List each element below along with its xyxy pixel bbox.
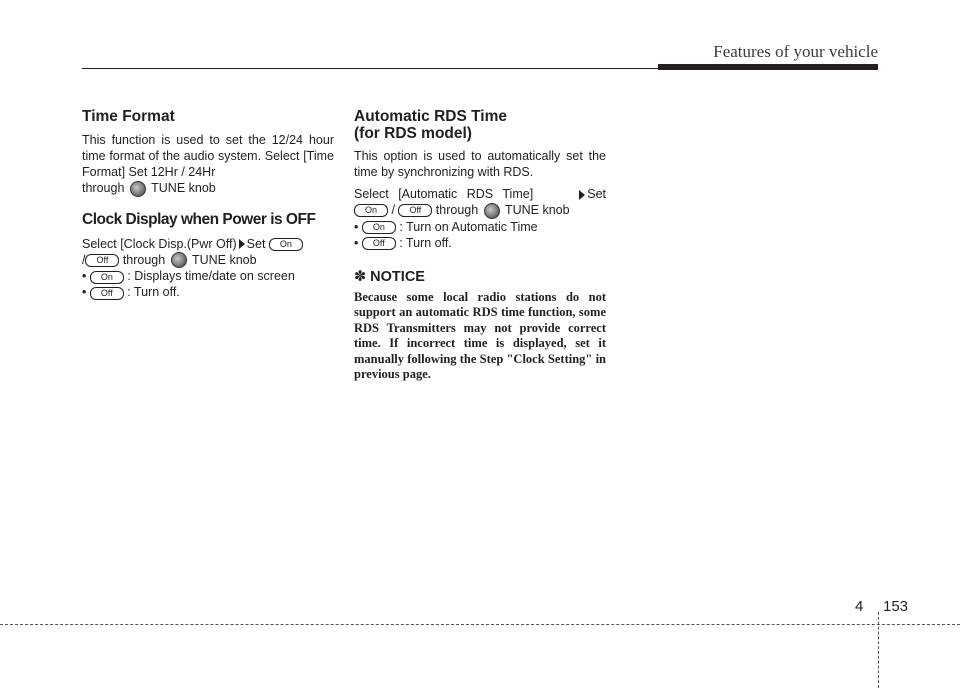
off-button-icon: Off: [90, 287, 124, 300]
off-button-icon: Off: [362, 237, 396, 250]
on-button-icon: On: [90, 271, 124, 284]
arrow-right-icon: [579, 190, 585, 200]
clock-display-knob-line: [82, 252, 334, 269]
slash-text: /: [391, 203, 395, 217]
time-format-body: This function is used to set the 12/24 hour time format of the audio system. Select [Time Format] Set 12Hr / 24Hr: [82, 133, 334, 179]
time-format-knob-line: [82, 180, 334, 197]
list-item: • Off : Turn off.: [354, 235, 452, 250]
bullet-text: : Turn off.: [127, 285, 180, 300]
auto-rds-knob-line: [354, 202, 606, 219]
through-text: through: [122, 252, 166, 267]
on-button-icon: On: [354, 204, 388, 217]
auto-rds-body: This option is used to automatically set the time by synchronizing with RDS.: [354, 149, 606, 179]
off-button-icon: Off: [398, 204, 432, 217]
tune-knob-label: TUNE knob: [191, 252, 257, 267]
tune-knob-icon: [484, 203, 500, 219]
left-column: [82, 108, 334, 300]
list-item: • On : Displays time/date on screen: [82, 269, 295, 284]
page-header-title: Features of your vehicle: [713, 42, 878, 61]
tune-knob-label: TUNE knob: [504, 203, 570, 217]
footer-divider: [878, 612, 879, 688]
auto-rds-heading-line2: (for RDS model): [354, 125, 472, 142]
page-number: 153: [883, 598, 909, 615]
clock-select-text: Select [Clock Disp.(Pwr Off): [82, 236, 237, 251]
through-text: through: [82, 181, 125, 195]
list-item: • Off : Turn off.: [82, 285, 180, 300]
arrow-right-icon: [239, 239, 245, 249]
middle-column: [354, 108, 606, 383]
through-text: through: [435, 203, 479, 217]
header-rule-accent: [658, 64, 878, 70]
chapter-number: 4: [855, 598, 864, 615]
bullet-text: : Turn on Automatic Time: [399, 219, 538, 234]
on-button-icon: On: [362, 221, 396, 234]
set-text: Set: [587, 187, 606, 201]
auto-rds-select-text: Select [Automatic RDS Time]: [354, 187, 534, 201]
on-button-icon: On: [269, 238, 303, 251]
tune-knob-icon: [130, 181, 146, 197]
footer-rule: [0, 624, 960, 625]
auto-rds-select-line: [354, 186, 606, 202]
list-item: • On : Turn on Automatic Time: [354, 219, 538, 234]
bullet-text: : Displays time/date on screen: [127, 269, 295, 284]
auto-rds-heading: [354, 108, 606, 142]
auto-rds-heading-line1: Automatic RDS Time: [354, 108, 508, 125]
slash-text: /: [82, 252, 86, 267]
time-format-heading: Time Format: [82, 108, 175, 125]
clock-display-heading: Clock Display when Power is OFF: [82, 210, 316, 228]
set-text: Set: [246, 236, 266, 251]
off-button-icon: Off: [85, 254, 119, 267]
tune-knob-label: TUNE knob: [151, 181, 216, 195]
notice-body: Because some local radio stations do not support an automatic RDS time function, some RDS Transmitters may not provide correct time. If incorrect time is displayed, set it manually following the Step "Clock Setting" in previous page.: [354, 289, 606, 382]
bullet-text: : Turn off.: [399, 235, 452, 250]
clock-display-select-line: [82, 236, 334, 252]
notice-title: ✽ NOTICE: [354, 268, 425, 285]
tune-knob-icon: [171, 252, 187, 268]
